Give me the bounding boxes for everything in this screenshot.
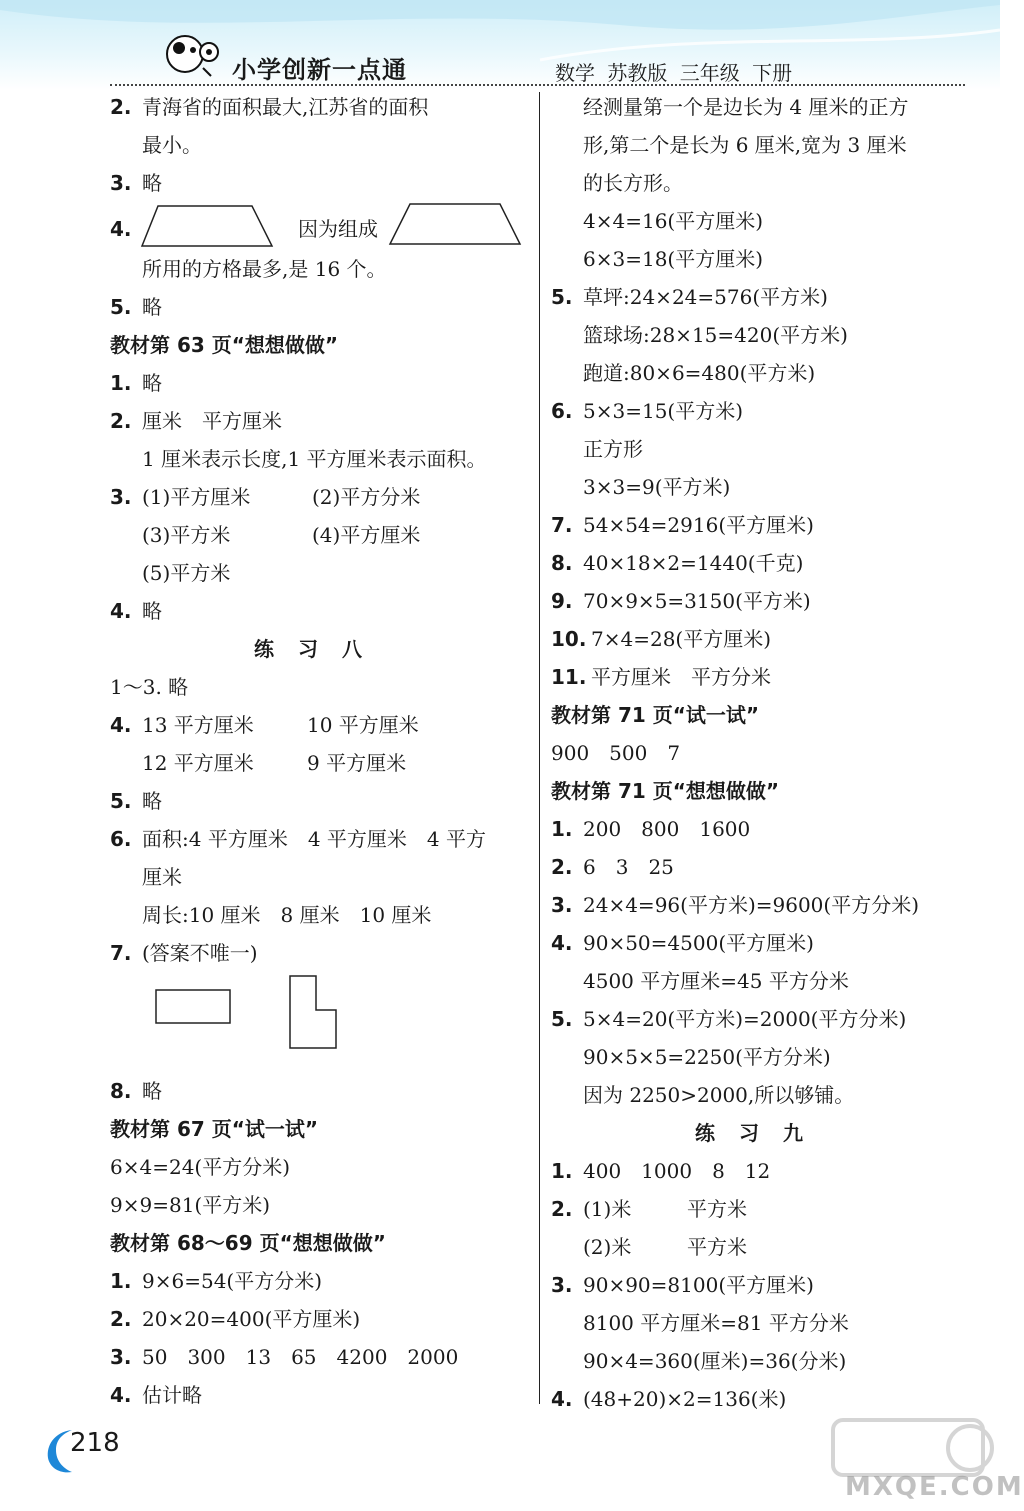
answer-line: 3×3=9(平方米): [583, 475, 731, 499]
section-heading: 教材第 71 页“试一试”: [551, 703, 760, 727]
watermark-text: MXQE.COM: [845, 1472, 1024, 1502]
section-heading: 教材第 63 页“想想做做”: [110, 333, 339, 357]
answer-line: (5)平方米: [142, 561, 231, 585]
answer-line: 2. 青海省的面积最大,江苏省的面积: [110, 95, 429, 119]
answer-line: 1. 200 800 1600: [551, 817, 751, 841]
answer-line: 2. 6 3 25: [551, 855, 674, 879]
answer-line: 9×9=81(平方米): [110, 1193, 271, 1217]
answer-line: 4. (48+20)×2=136(米): [551, 1387, 787, 1411]
answer-line: 4. 13 平方厘米 10 平方厘米: [110, 713, 419, 737]
left-column: [110, 88, 530, 1414]
answer-line: 周长:10 厘米 8 厘米 10 厘米: [142, 903, 432, 927]
answer-line: 所用的方格最多,是 16 个。: [142, 257, 387, 281]
page-number: 218: [70, 1428, 120, 1458]
answer-line: 10. 7×4=28(平方厘米): [551, 627, 772, 651]
answer-line: (3)平方米 (4)平方厘米: [142, 523, 421, 547]
answer-line: 6. 5×3=15(平方米): [551, 399, 744, 423]
answer-line: 跑道:80×6=480(平方米): [583, 361, 816, 385]
answer-line: 正方形: [583, 437, 643, 461]
rectangle-figure: [154, 988, 234, 1028]
answer-line: 4. 90×50=4500(平方厘米): [551, 931, 814, 955]
section-heading: 教材第 67 页“试一试”: [110, 1117, 319, 1141]
answer-line: 因为 2250>2000,所以够铺。: [583, 1083, 855, 1107]
header-rule: [110, 84, 965, 86]
answer-line: 1. 略: [110, 371, 162, 395]
answer-line: 6×3=18(平方厘米): [583, 247, 764, 271]
column-divider: [539, 92, 540, 1404]
answer-line: 3. 24×4=96(平方米)=9600(平方分米): [551, 893, 920, 917]
section-heading: 教材第 68～69 页“想想做做”: [110, 1231, 386, 1255]
answer-line: 9. 70×9×5=3150(平方米): [551, 589, 811, 613]
answer-line: 形,第二个是长为 6 厘米,宽为 3 厘米: [583, 133, 907, 157]
answer-line: 6. 面积:4 平方厘米 4 平方厘米 4 平方: [110, 827, 486, 851]
answer-line: 8100 平方厘米=81 平方分米: [583, 1311, 849, 1335]
answer-line: 4500 平方厘米=45 平方分米: [583, 969, 849, 993]
l-shape-figure: [288, 974, 340, 1052]
section-heading: 教材第 71 页“想想做做”: [551, 779, 780, 803]
answer-line: 12 平方厘米 9 平方厘米: [142, 751, 407, 775]
mascot-logo-icon: [163, 30, 225, 78]
trapezoid-figure-1: [140, 204, 275, 248]
answer-line: 厘米: [142, 865, 182, 889]
answer-line: 7. (答案不唯一): [110, 941, 258, 965]
answer-line: 5. 略: [110, 295, 162, 319]
answer-line: 3. 50 300 13 65 4200 2000: [110, 1345, 459, 1369]
right-column: [551, 88, 971, 1418]
answer-line: 3. 90×90=8100(平方厘米): [551, 1273, 814, 1297]
answer-line: 3. (1)平方厘米 (2)平方分米: [110, 485, 421, 509]
exercise-heading: 练习九: [695, 1121, 827, 1145]
answer-line: 的长方形。: [583, 171, 683, 195]
answer-text: 因为组成: [298, 217, 378, 241]
answer-line: 经测量第一个是边长为 4 厘米的正方: [583, 95, 909, 119]
answer-line: 5. 略: [110, 789, 162, 813]
answer-line: 2. 20×20=400(平方厘米): [110, 1307, 361, 1331]
answer-line: 1. 400 1000 8 12: [551, 1159, 771, 1183]
answer-line: 3. 略: [110, 171, 162, 195]
brand-title: 小学创新一点通: [232, 56, 407, 84]
answer-line: (2)米 平方米: [583, 1235, 747, 1259]
trapezoid-figure-2: [388, 202, 524, 246]
answer-line: 2. (1)米 平方米: [551, 1197, 747, 1221]
answer-line: 5. 草坪:24×24=576(平方米): [551, 285, 828, 309]
answer-line: 篮球场:28×15=420(平方米): [583, 323, 848, 347]
answer-line: 90×5×5=2250(平方分米): [583, 1045, 831, 1069]
answer-line: 1 厘米表示长度,1 平方厘米表示面积。: [142, 447, 487, 471]
answer-line: 900 500 7: [551, 741, 681, 765]
answer-line: 90×4=360(厘米)=36(分米): [583, 1349, 847, 1373]
answer-line: 4×4=16(平方厘米): [583, 209, 764, 233]
answer-line: 1～3. 略: [110, 675, 189, 699]
answer-line: 8. 略: [110, 1079, 162, 1103]
answer-line: 4. 估计略: [110, 1383, 202, 1407]
answer-line: 4. 略: [110, 599, 162, 623]
answer-line: 7. 54×54=2916(平方厘米): [551, 513, 814, 537]
book-info: 数学 苏教版 三年级 下册: [555, 61, 793, 85]
answer-line: 8. 40×18×2=1440(千克): [551, 551, 804, 575]
answer-line-with-shapes: 4. 因为组成: [110, 202, 530, 250]
answer-line: 2. 厘米 平方厘米: [110, 409, 282, 433]
answer-line: 11. 平方厘米 平方分米: [551, 665, 771, 689]
answer-line: 最小。: [142, 133, 202, 157]
shapes-figure: [110, 972, 530, 1072]
answer-line: 1. 9×6=54(平方分米): [110, 1269, 323, 1293]
answer-line: 6×4=24(平方分米): [110, 1155, 291, 1179]
exercise-heading: 练习八: [254, 637, 386, 661]
header-swoosh-decoration: [0, 0, 1000, 90]
answer-line: 5. 5×4=20(平方米)=2000(平方分米): [551, 1007, 907, 1031]
